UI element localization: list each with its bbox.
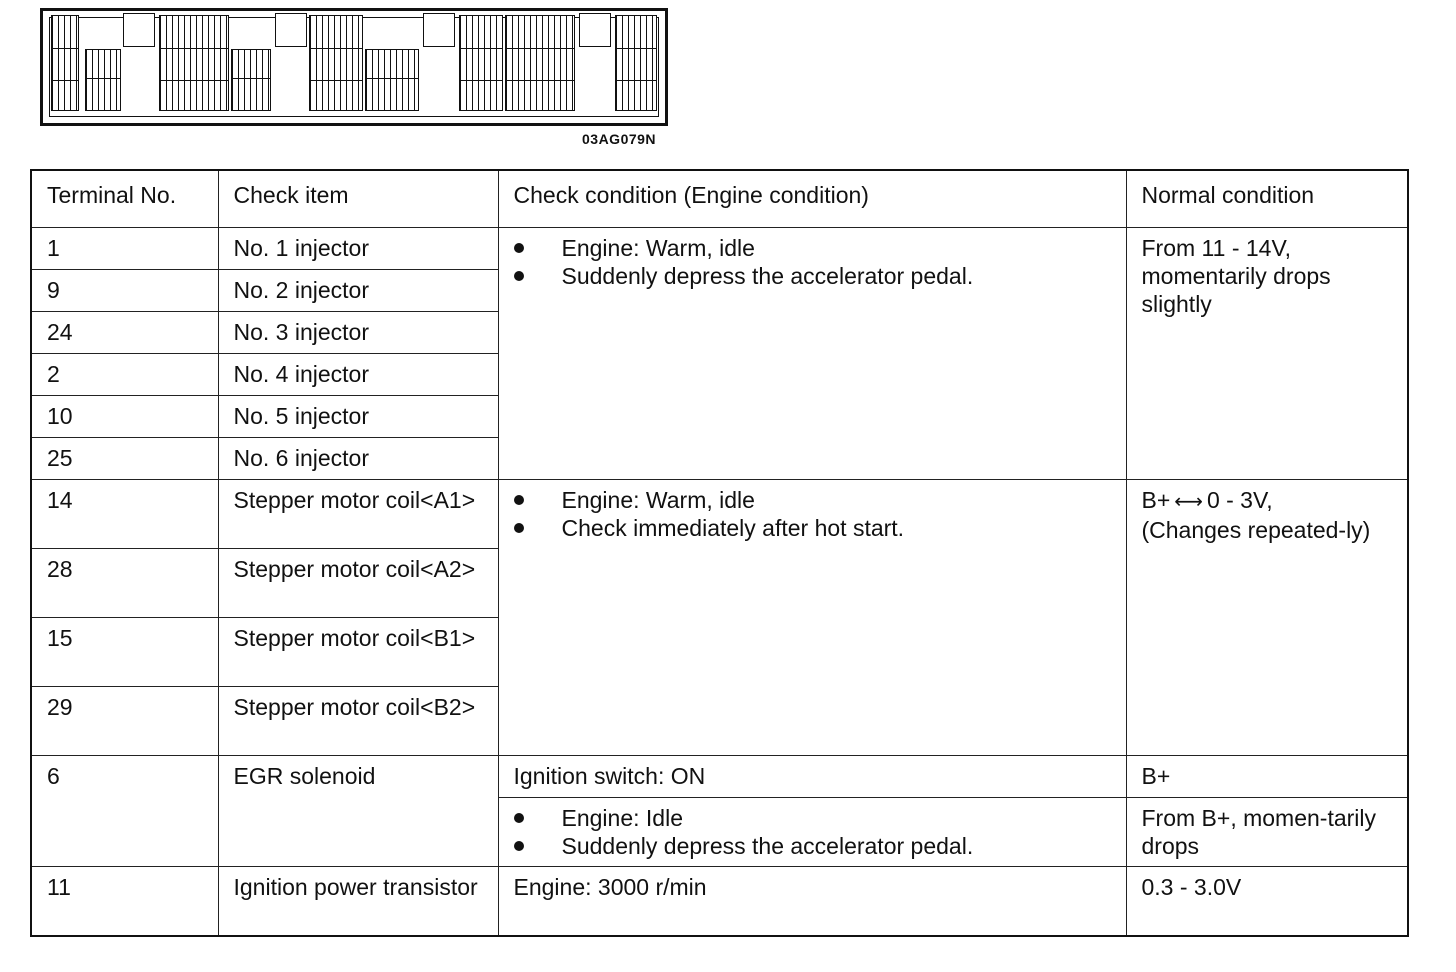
pin-block	[365, 49, 419, 111]
check-item-cell: Stepper motor coil<B2>	[218, 687, 498, 756]
pin-block	[51, 15, 79, 111]
bullet-item: Engine: Warm, idle	[514, 234, 1116, 262]
normal-condition-cell: B+ ⟷ 0 - 3V, (Changes repeated-ly)	[1126, 480, 1408, 756]
check-item-cell: Stepper motor coil<B1>	[218, 618, 498, 687]
bullet-item: Check immediately after hot start.	[514, 514, 1116, 542]
bullet-icon	[514, 841, 524, 851]
terminal-cell: 1	[31, 228, 218, 270]
double-arrow-icon: ⟷	[1174, 491, 1203, 513]
pin-block	[85, 49, 121, 111]
pin-block	[459, 15, 503, 111]
bullet-icon	[514, 243, 524, 253]
check-item-cell: No. 5 injector	[218, 396, 498, 438]
connector-key-slot	[123, 13, 155, 47]
normal-condition-cell: 0.3 - 3.0V	[1126, 867, 1408, 936]
check-item-cell: Stepper motor coil<A1>	[218, 480, 498, 549]
terminal-cell: 6	[31, 756, 218, 867]
bullet-item: Suddenly depress the accelerator pedal.	[514, 262, 1116, 290]
terminal-cell: 11	[31, 867, 218, 936]
bullet-item: Engine: Idle	[514, 804, 1116, 832]
terminal-check-table	[30, 169, 1409, 937]
pin-block	[231, 49, 271, 111]
check-item-cell: No. 3 injector	[218, 312, 498, 354]
normal-condition-cell: B+	[1126, 756, 1408, 798]
pin-block	[615, 15, 657, 111]
pin-block	[159, 15, 229, 111]
check-condition-cell	[498, 228, 1126, 480]
check-item-cell: Ignition power transistor	[218, 867, 498, 936]
table-row	[31, 228, 1408, 270]
connector-key-slot	[275, 13, 307, 47]
bullet-icon	[514, 271, 524, 281]
terminal-cell: 25	[31, 438, 218, 480]
terminal-cell: 29	[31, 687, 218, 756]
check-item-cell: Stepper motor coil<A2>	[218, 549, 498, 618]
terminal-cell: 2	[31, 354, 218, 396]
terminal-cell: 24	[31, 312, 218, 354]
bullet-item: Engine: Warm, idle	[514, 486, 1116, 514]
check-item-cell: No. 2 injector	[218, 270, 498, 312]
check-condition-cell	[498, 480, 1126, 756]
terminal-cell: 15	[31, 618, 218, 687]
connector-key-slot	[423, 13, 455, 47]
normal-condition-cell: From B+, momen-tarily drops	[1126, 798, 1408, 867]
terminal-cell: 10	[31, 396, 218, 438]
terminal-cell: 14	[31, 480, 218, 549]
header-normal-condition: Normal condition	[1126, 170, 1408, 228]
check-item-cell: No. 1 injector	[218, 228, 498, 270]
header-check-condition: Check condition (Engine condition)	[498, 170, 1126, 228]
check-item-cell: EGR solenoid	[218, 756, 498, 867]
bullet-icon	[514, 813, 524, 823]
bullet-icon	[514, 495, 524, 505]
pin-block	[505, 15, 575, 111]
table-row	[31, 480, 1408, 549]
check-condition-cell: Ignition switch: ON	[498, 756, 1126, 798]
header-check-item: Check item	[218, 170, 498, 228]
table-row	[31, 867, 1408, 936]
normal-condition-cell: From 11 - 14V, momentarily drops slightly	[1126, 228, 1408, 480]
check-condition-cell: Engine: 3000 r/min	[498, 867, 1126, 936]
terminal-cell: 9	[31, 270, 218, 312]
bullet-item: Suddenly depress the accelerator pedal.	[514, 832, 1116, 860]
ecu-connector-diagram	[40, 8, 668, 126]
header-terminal: Terminal No.	[31, 170, 218, 228]
table-row	[31, 756, 1408, 798]
check-item-cell: No. 6 injector	[218, 438, 498, 480]
table-header-row	[31, 170, 1408, 228]
check-condition-cell	[498, 798, 1126, 867]
connector-key-slot	[579, 13, 611, 47]
bullet-icon	[514, 523, 524, 533]
diagram-code: 03AG079N	[582, 131, 657, 147]
pin-block	[309, 15, 363, 111]
check-item-cell: No. 4 injector	[218, 354, 498, 396]
terminal-cell: 28	[31, 549, 218, 618]
